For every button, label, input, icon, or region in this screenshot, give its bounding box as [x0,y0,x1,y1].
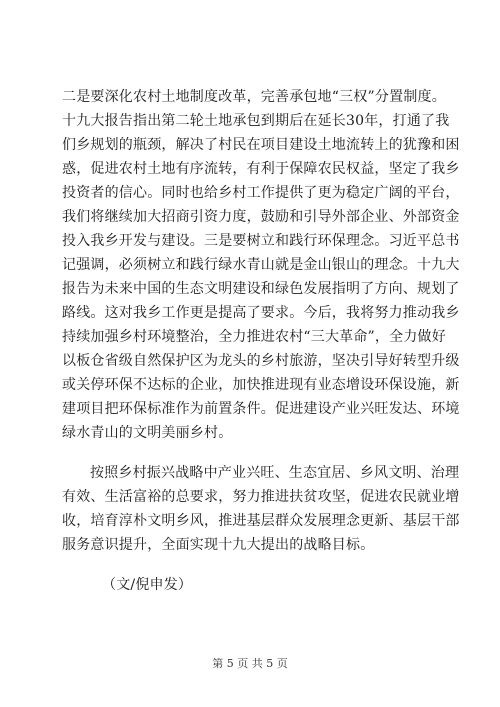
paragraph-gap [62,557,442,573]
text-line: 建项目把环保标准作为前置条件。促进建设产业兴旺发达、环境 [62,401,460,417]
document-body [62,85,460,597]
text-line: 记强调，必须树立和践行绿水青山就是金山银山的理念。十九大 [62,257,460,273]
text-line: 服务意识提升，全面实现十九大提出的战略目标。 [62,537,375,553]
text-line: 绿水青山的文明美丽乡村。 [62,425,233,441]
paragraph-1 [62,85,460,445]
author-signature: （文/倪申发） [102,577,193,593]
text-line: 有效、生活富裕的总要求，努力推进扶贫攻坚，促进农民就业增 [62,489,460,505]
text-line: 或关停环保不达标的企业，加快推进现有业态增设环保设施，新 [62,377,460,393]
text-line: 十九大报告指出第二轮土地承包到期后在延长30年，打通了我 [62,113,450,129]
text-line: 报告为未来中国的生态文明建设和绿色发展指明了方向、规划了 [62,281,460,297]
paragraph-2 [62,461,460,557]
text-line: 投入我乡开发与建设。三是要树立和践行环保理念。习近平总书 [62,233,460,249]
text-line: 按照乡村振兴战略中产业兴旺、生态宜居、乡风文明、治理 [90,465,460,481]
page-footer: 第 5 页 共 5 页 [212,657,288,670]
text-line: 收，培育淳朴文明乡风，推进基层群众发展理念更新、基层干部 [62,513,460,529]
text-line: 惑，促进农村土地有序流转，有利于保障农民权益，坚定了我乡 [62,161,460,177]
text-line: 以板仓省级自然保护区为龙头的乡村旅游，坚决引导好转型升级 [62,353,460,369]
text-line: 我们将继续加大招商引资力度，鼓励和引导外部企业、外部资金 [62,209,460,225]
paragraph-gap [62,445,442,461]
text-line: 投资者的信心。同时也给乡村工作提供了更为稳定广阔的平台， [62,185,460,201]
text-line: 路线。这对我乡工作更是提高了要求。今后，我将努力推动我乡 [62,305,460,321]
text-line: 二是要深化农村土地制度改革，完善承包地“三权”分置制度。 [62,89,446,105]
text-line: 们乡规划的瓶颈，解决了村民在项目建设土地流转上的犹豫和困 [62,137,460,153]
text-line: 持续加强乡村环境整治，全力推进农村“三大革命”，全力做好 [62,329,446,345]
